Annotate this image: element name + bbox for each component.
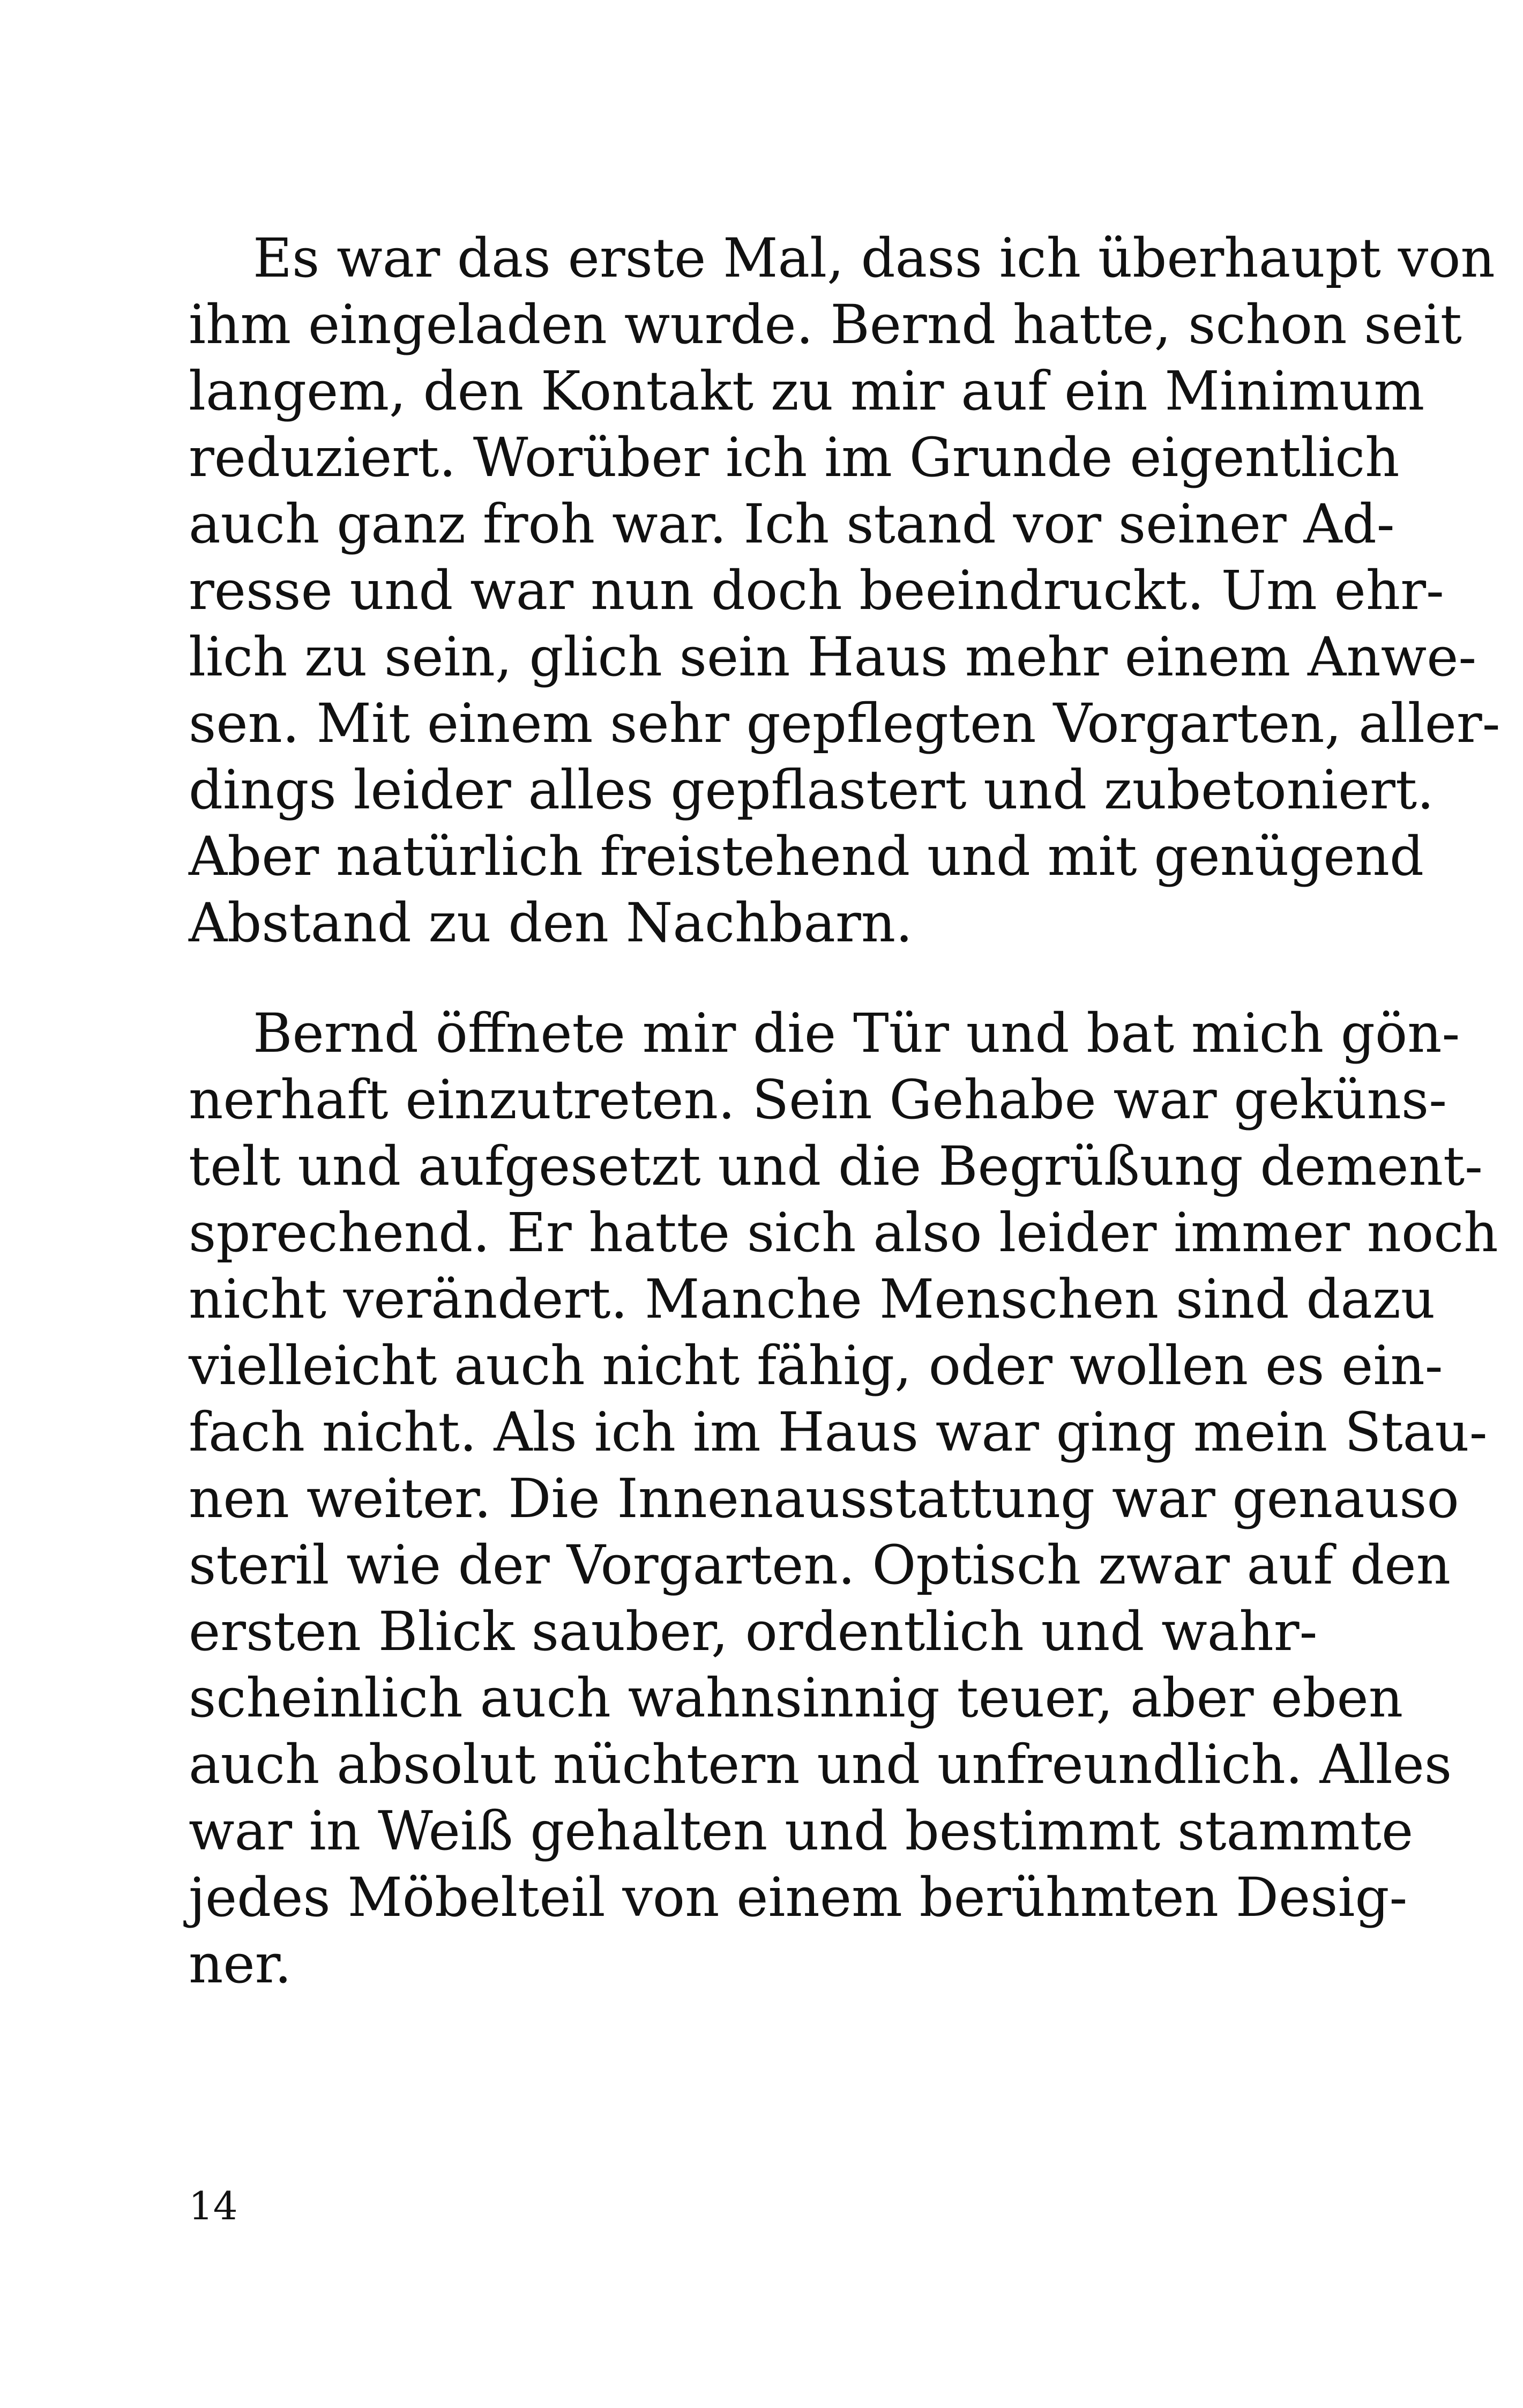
text-line: telt und aufgesetzt und die Begrüßung dement- (189, 1135, 1483, 1198)
text-line: war in Weiß gehalten und bestimmt stammte (189, 1800, 1414, 1862)
text-line: nicht verändert. Manche Menschen sind dazu (189, 1268, 1436, 1331)
text-line: auch ganz froh war. Ich stand vor seiner Ad- (189, 493, 1395, 555)
text-line: ner. (189, 1933, 292, 1995)
paragraph-1 (189, 225, 1500, 956)
paragraph-2 (189, 1000, 1498, 1997)
text-line: steril wie der Vorgarten. Optisch zwar auf den (189, 1534, 1451, 1596)
text-line: reduziert. Worüber ich im Grunde eigentlich (189, 426, 1400, 489)
text-line: langem, den Kontakt zu mir auf ein Minimum (189, 360, 1425, 422)
text-line: lich zu sein, glich sein Haus mehr einem Anwe- (189, 626, 1477, 688)
page-number: 14 (189, 2183, 238, 2228)
text-line: ersten Blick sauber, ordentlich und wahr- (189, 1600, 1318, 1663)
text-line: fach nicht. Als ich im Haus war ging mein Stau- (189, 1401, 1488, 1463)
text-line: auch absolut nüchtern und unfreundlich. Alles (189, 1733, 1452, 1796)
text-line: Es war das erste Mal, dass ich überhaupt von (253, 227, 1495, 289)
text-line: sen. Mit einem sehr gepflegten Vorgarten, aller- (189, 692, 1500, 755)
text-line: resse und war nun doch beeindruckt. Um ehr- (189, 559, 1444, 622)
text-line: jedes Möbelteil von einem berühmten Desig- (189, 1866, 1408, 1929)
text-line: nen weiter. Die Innenausstattung war genauso (189, 1467, 1459, 1530)
text-line: dings leider alles gepflastert und zubetoniert. (189, 759, 1434, 821)
text-line: nerhaft einzutreten. Sein Gehabe war geküns- (189, 1068, 1447, 1131)
text-line: vielleicht auch nicht fähig, oder wollen es ein- (189, 1334, 1443, 1397)
text-line: Bernd öffnete mir die Tür und bat mich gön- (253, 1002, 1460, 1065)
paragraph-spacer (189, 956, 1293, 1000)
text-line: ihm eingeladen wurde. Bernd hatte, schon seit (189, 293, 1462, 356)
text-line: sprechend. Er hatte sich also leider immer noch (189, 1201, 1498, 1264)
text-line: scheinlich auch wahnsinnig teuer, aber eben (189, 1667, 1403, 1729)
text-line: Abstand zu den Nachbarn. (189, 891, 913, 954)
body-text (189, 225, 1500, 1997)
text-line: Aber natürlich freistehend und mit genügend (189, 825, 1424, 888)
